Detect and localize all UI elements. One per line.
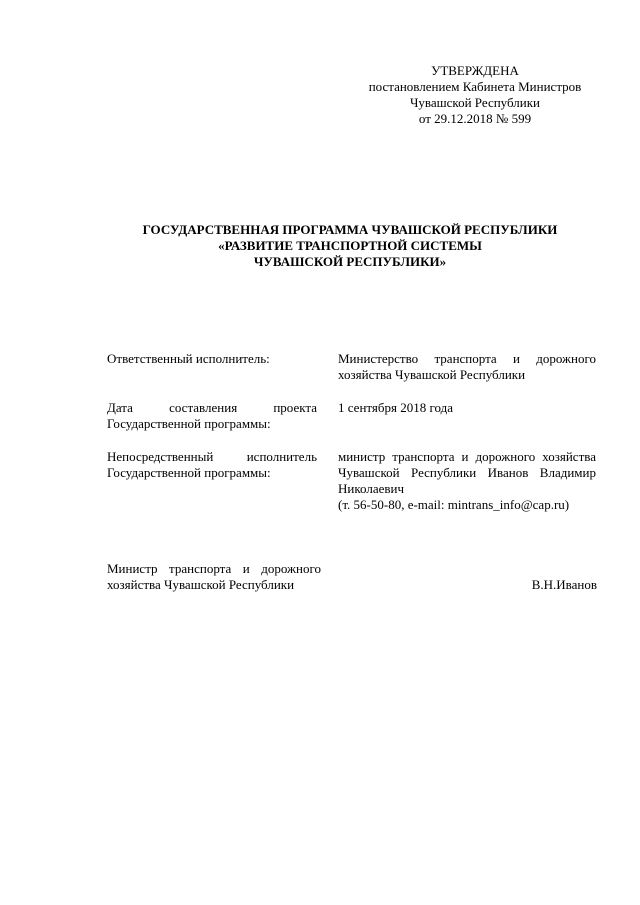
row-value-block bbox=[338, 449, 596, 513]
row-label: Дата составления проекта Государственной программы: bbox=[107, 400, 317, 431]
title-line-3: ЧУВАШСКОЙ РЕСПУБЛИКИ» bbox=[253, 254, 447, 269]
approval-region: Чувашской Республики bbox=[409, 95, 541, 110]
signatory-title: Министр транспорта и дорожного хозяйства Чувашской Республики bbox=[107, 561, 321, 592]
approval-heading: УТВЕРЖДЕНА bbox=[431, 63, 519, 78]
signatory-name: В.Н.Иванов bbox=[531, 577, 597, 592]
row-label: Непосредственный исполнитель Государственной программы: bbox=[107, 449, 317, 480]
title-line-2: «РАЗВИТИЕ ТРАНСПОРТНОЙ СИСТЕМЫ bbox=[218, 238, 482, 253]
contact-info: (т. 56-50-80, e-mail: mintrans_info@cap.ru) bbox=[338, 497, 570, 512]
row-label: Ответственный исполнитель: bbox=[107, 351, 270, 366]
document-title bbox=[100, 222, 600, 270]
approval-stamp bbox=[355, 63, 595, 127]
title-line-1: ГОСУДАРСТВЕННАЯ ПРОГРАММА ЧУВАШСКОЙ РЕСПУБЛИКИ bbox=[142, 222, 558, 237]
row-value: министр транспорта и дорожного хозяйства Чувашской Республики Иванов Владимир Николаевич bbox=[338, 449, 596, 496]
approval-date-number: от 29.12.2018 № 599 bbox=[418, 111, 532, 126]
row-value: 1 сентября 2018 года bbox=[338, 400, 454, 415]
approval-issuer: постановлением Кабинета Министров bbox=[368, 79, 582, 94]
row-value: Министерство транспорта и дорожного хозяйства Чувашской Республики bbox=[338, 351, 596, 382]
